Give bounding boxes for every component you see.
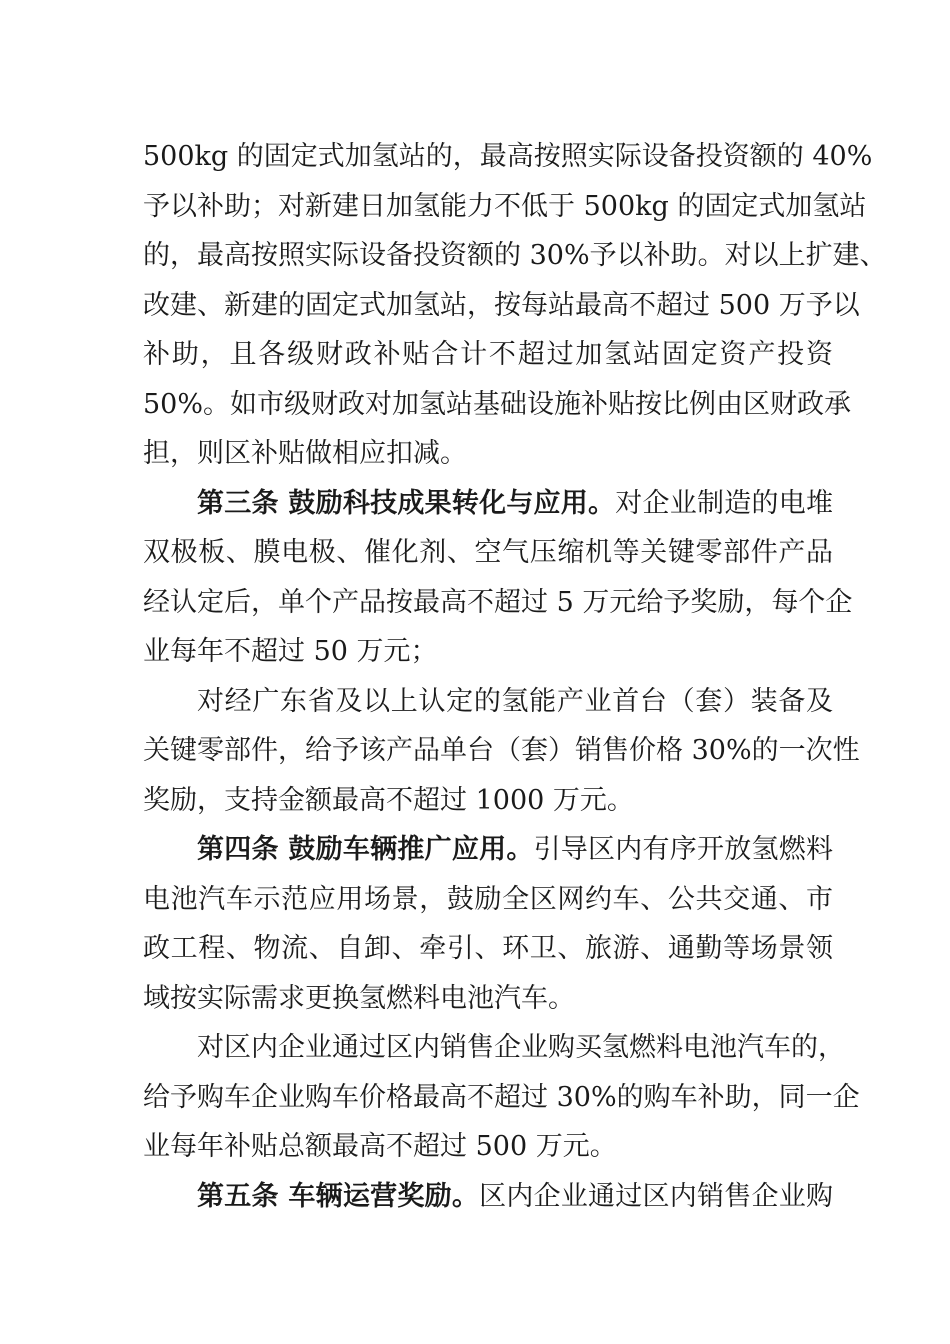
text-line: 政工程、物流、自卸、牵引、环卫、旅游、通勤等场景领: [143, 933, 833, 964]
article-3-paragraph-2: [143, 677, 860, 826]
text-line: 电池汽车示范应用场景，鼓励全区网约车、公共交通、市: [143, 883, 833, 915]
text-line: [143, 825, 833, 875]
text-line: 域按实际需求更换氢燃料电池汽车。: [143, 982, 575, 1014]
text-line: 给予购车企业购车价格最高不超过 30%的购车补助，同一企: [143, 1081, 860, 1113]
article-3: [143, 479, 853, 677]
text-line: 对区内企业通过区内销售企业购买氢燃料电池汽车的，: [197, 1032, 845, 1063]
text-span: 对企业制造的电堆: [615, 487, 833, 519]
text-line: 业每年不超过 50 万元；: [143, 636, 438, 667]
text-line: 50%。如市级财政对加氢站基础设施补贴按比例由区财政承: [143, 388, 852, 420]
article-heading: 第五条 车辆运营奖励。: [197, 1180, 480, 1212]
text-span: 引导区内有序开放氢燃料: [533, 834, 833, 865]
article-5: [143, 1172, 833, 1222]
text-line: 关键零部件，给予该产品单台（套）销售价格 30%的一次性: [143, 735, 860, 766]
text-line: 担，则区补贴做相应扣减。: [143, 438, 467, 469]
text-line: 改建、新建的固定式加氢站，按每站最高不超过 500 万予以: [143, 289, 860, 321]
text-line: 经认定后，单个产品按最高不超过 5 万元给予奖励，每个企: [143, 586, 853, 618]
text-line: 500kg 的固定式加氢站的，最高按照实际设备投资额的 40%: [143, 141, 873, 172]
text-line: [143, 1172, 833, 1222]
text-line: 奖励，支持金额最高不超过 1000 万元。: [143, 784, 634, 816]
text-line: 的，最高按照实际设备投资额的 30%予以补助。对以上扩建、: [143, 240, 887, 271]
document-body: [143, 132, 887, 1221]
text-span: 区内企业通过区内销售企业购: [479, 1180, 833, 1212]
article-4: [143, 825, 833, 1023]
article-4-paragraph-2: [143, 1023, 860, 1172]
text-line: 予以补助；对新建日加氢能力不低于 500kg 的固定式加氢站: [143, 190, 867, 222]
text-line: 对经广东省及以上认定的氢能产业首台（套）装备及: [197, 685, 833, 717]
article-heading: 第四条 鼓励车辆推广应用。: [197, 834, 534, 865]
text-line: 补助，且各级财政补贴合计不超过加氢站固定资产投资: [143, 339, 833, 370]
paragraph-hydrogen-station-subsidy: [143, 132, 887, 479]
text-line: 双极板、膜电极、催化剂、空气压缩机等关键零部件产品: [143, 537, 833, 568]
article-heading: 第三条 鼓励科技成果转化与应用。: [197, 487, 616, 519]
text-line: [143, 479, 833, 529]
text-line: 业每年补贴总额最高不超过 500 万元。: [143, 1131, 617, 1162]
